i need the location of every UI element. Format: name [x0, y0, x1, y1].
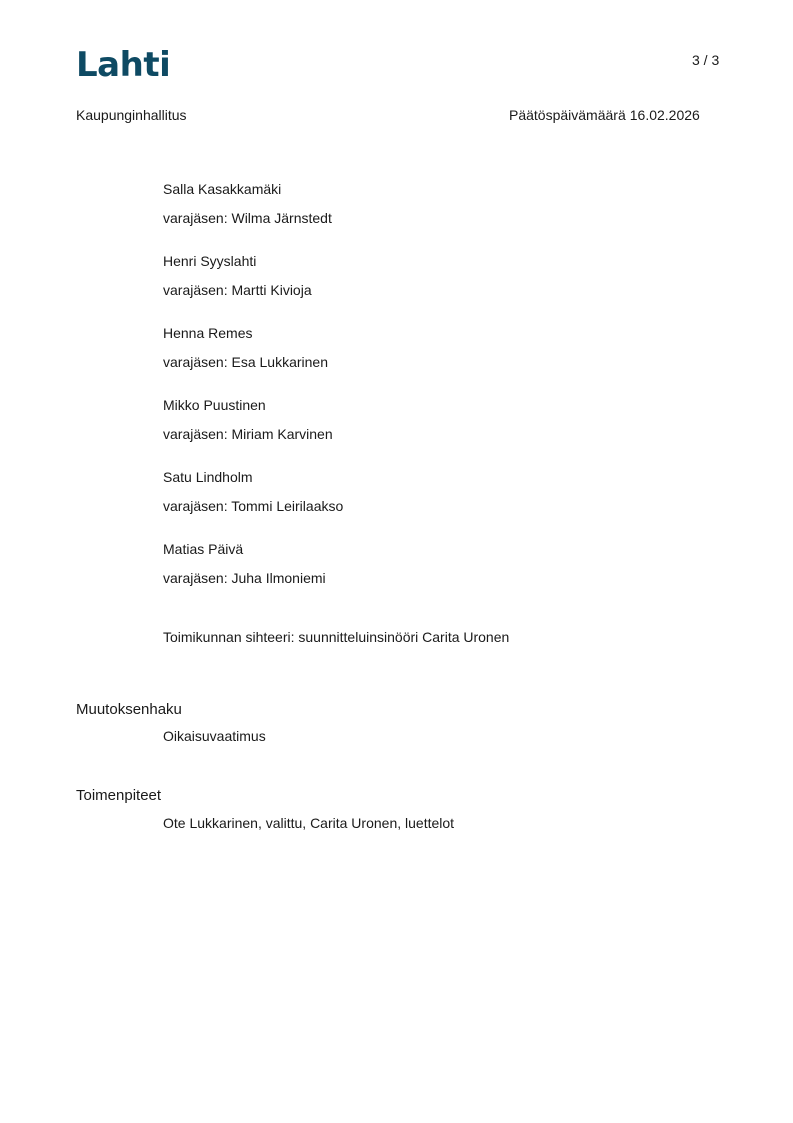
member-name: Henna Remes — [163, 325, 253, 341]
page-number: 3 / 3 — [692, 52, 720, 68]
list-item — [163, 468, 343, 540]
appeal-heading: Muutoksenhaku — [76, 701, 182, 718]
member-deputy: varajäsen: Esa Lukkarinen — [163, 354, 328, 370]
member-name: Mikko Puustinen — [163, 397, 266, 413]
list-item — [163, 180, 343, 252]
member-deputy: varajäsen: Wilma Järnstedt — [163, 210, 332, 226]
decision-date-label: Päätöspäivämäärä — [509, 107, 626, 123]
organ-name: Kaupunginhallitus — [76, 107, 187, 123]
member-deputy: varajäsen: Tommi Leirilaakso — [163, 498, 344, 514]
member-deputy: varajäsen: Martti Kivioja — [163, 282, 312, 298]
member-name: Salla Kasakkamäki — [163, 181, 282, 197]
member-deputy: varajäsen: Juha Ilmoniemi — [163, 570, 326, 586]
decision-date-line — [509, 106, 700, 124]
member-name: Satu Lindholm — [163, 469, 253, 485]
member-name: Matias Päivä — [163, 541, 244, 557]
decision-date: 16.02.2026 — [629, 107, 700, 123]
list-item — [163, 252, 343, 324]
appeal-text: Oikaisuvaatimus — [163, 728, 266, 744]
actions-text: Ote Lukkarinen, valittu, Carita Uronen, luettelot — [163, 815, 455, 831]
member-list — [163, 180, 343, 612]
member-name: Henri Syyslahti — [163, 253, 257, 269]
lahti-logo: Lahti — [76, 45, 171, 85]
list-item — [163, 324, 343, 396]
actions-heading: Toimenpiteet — [76, 787, 162, 804]
committee-secretary: Toimikunnan sihteeri: suunnitteluinsinööri Carita Uronen — [163, 629, 510, 645]
list-item — [163, 540, 343, 612]
list-item — [163, 396, 343, 468]
member-deputy: varajäsen: Miriam Karvinen — [163, 426, 333, 442]
